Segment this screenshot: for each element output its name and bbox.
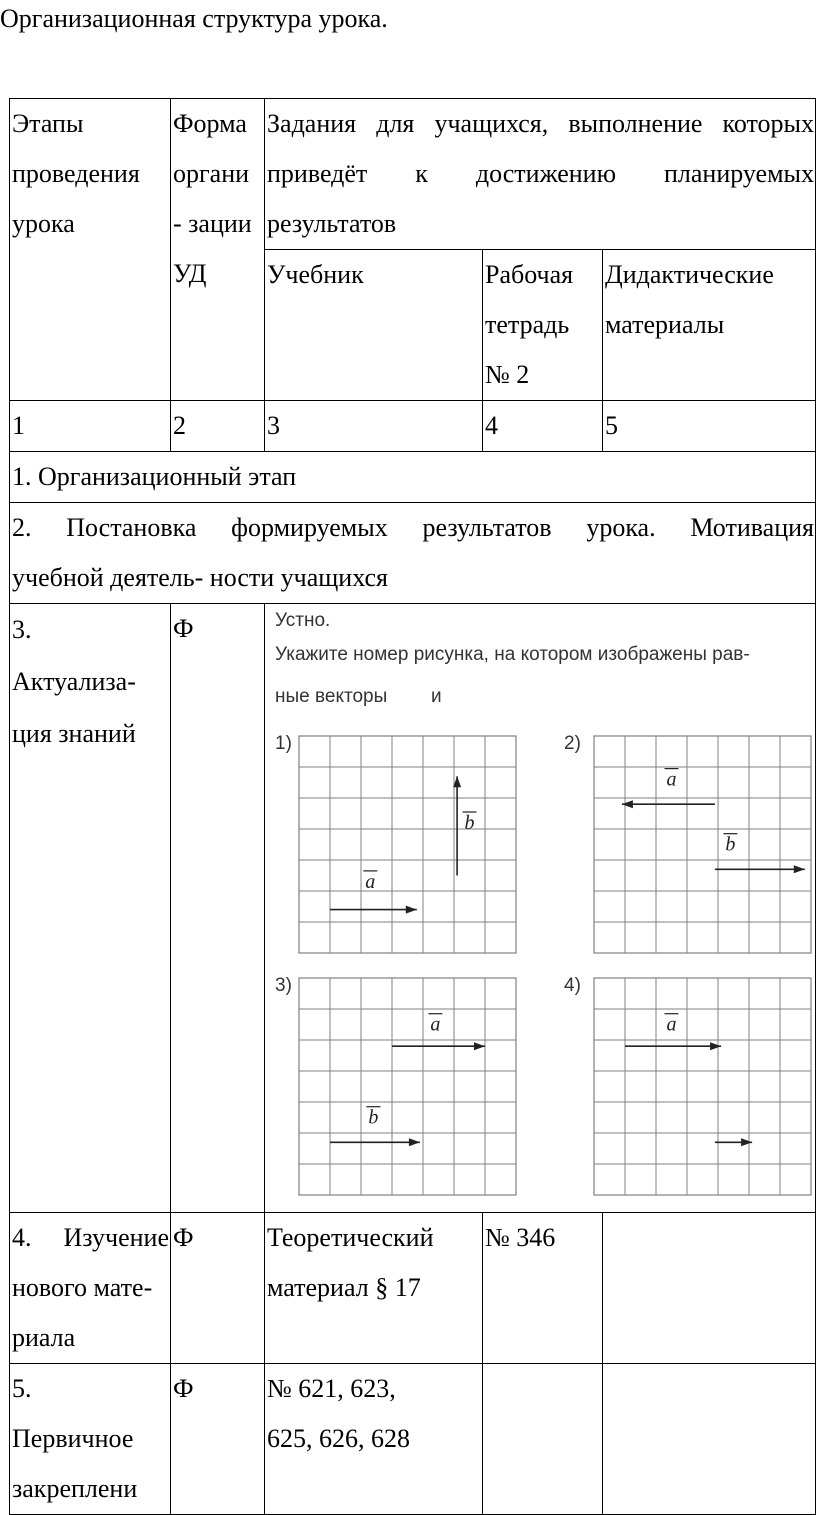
page-title: Организационная структура урока. [0, 4, 388, 33]
vector-label: b [725, 833, 736, 856]
column-number: 5 [603, 401, 816, 452]
consolidation-stage-line: Первичное [12, 1424, 134, 1453]
vector-arrowhead [622, 800, 633, 808]
lesson-structure-table [9, 98, 816, 1515]
new-material-textbook [265, 1213, 483, 1364]
vector-label: a [666, 768, 677, 791]
column-number: 3 [265, 401, 483, 452]
new-material-stage-line: нового мате- [12, 1273, 153, 1302]
actualization-stage-line: 3. [12, 615, 32, 644]
exercise-oral: Устно. [275, 610, 331, 631]
vector-arrowhead [741, 1138, 752, 1146]
header-stages-line: урока [12, 209, 75, 238]
header-stages-line: проведения [12, 159, 140, 188]
actualization-stage [10, 604, 171, 1213]
motivation-line: 2. Постановка формируемых результатов урока. Мотивация [12, 513, 815, 542]
vector-label: b [464, 812, 475, 834]
vector-arrowhead [794, 865, 805, 873]
header-stages-line: Этапы [12, 109, 84, 138]
organization-row [10, 452, 816, 503]
consolidation-didactic [603, 1364, 816, 1515]
vector-exercise-figure [265, 604, 815, 1212]
column-number: 4 [483, 401, 603, 452]
motivation-stage [10, 503, 816, 604]
header-workbook-line: тетрадь [485, 310, 570, 339]
figure-label: 2) [564, 733, 581, 754]
exercise-conj: и [431, 686, 442, 707]
header-form-line: - зации [173, 209, 252, 238]
header-form-line: УД [173, 259, 207, 288]
header-tasks [265, 99, 816, 250]
column-numbers-row [10, 401, 816, 452]
header-form [171, 99, 265, 401]
consolidation-row [10, 1364, 816, 1515]
grid-frame [299, 978, 516, 1195]
motivation-line: учебной деятель- ности учащихся [12, 563, 388, 592]
actualization-form: Ф [171, 604, 265, 1213]
consolidation-textbook-line: № 621, 623, [267, 1374, 396, 1403]
new-material-form: Ф [171, 1213, 265, 1364]
header-textbook: Учебник [265, 250, 483, 401]
header-tasks-line: приведёт к достижению планируемых [267, 159, 815, 188]
figure-label: 1) [275, 733, 292, 754]
vector-arrowhead [474, 1042, 485, 1050]
motivation-row [10, 503, 816, 604]
header-form-line: органи [173, 159, 250, 188]
vector-label: a [365, 870, 376, 893]
header-didactic-line: материалы [605, 310, 725, 339]
new-material-workbook: № 346 [483, 1213, 603, 1364]
actualization-row [10, 604, 816, 1213]
actualization-stage-line: ция знаний [12, 719, 136, 748]
new-material-stage-line: 4. Изучение [12, 1223, 169, 1252]
header-workbook [483, 250, 603, 401]
new-material-stage-line: риала [12, 1323, 76, 1352]
consolidation-textbook [265, 1364, 483, 1515]
header-form-line: Форма [173, 109, 247, 138]
consolidation-form: Ф [171, 1364, 265, 1515]
vector-label: a [430, 1013, 441, 1036]
consolidation-stage-line: 5. [12, 1374, 32, 1403]
organization-stage: 1. Организационный этап [10, 452, 816, 503]
header-didactic [603, 250, 816, 401]
header-stages [10, 99, 171, 401]
header-workbook-line: № 2 [485, 360, 530, 389]
consolidation-workbook [483, 1364, 603, 1515]
vector-arrowhead [409, 1138, 420, 1146]
figure-label: 3) [275, 975, 292, 996]
header-didactic-line: Дидактические [605, 260, 774, 289]
vector-arrowhead [710, 1042, 721, 1050]
new-material-row [10, 1213, 816, 1364]
new-material-textbook-line: материал § 17 [267, 1273, 421, 1302]
header-tasks-line: Задания для учащихся, выполнение которых [267, 109, 815, 138]
column-number: 2 [171, 401, 265, 452]
consolidation-stage-line: закреплени [12, 1474, 138, 1503]
new-material-stage [10, 1213, 171, 1364]
consolidation-textbook-line: 625, 626, 628 [267, 1424, 410, 1453]
figure-label: 4) [564, 975, 581, 996]
consolidation-stage [10, 1364, 171, 1515]
new-material-didactic [603, 1213, 816, 1364]
grid-frame [299, 736, 516, 953]
new-material-textbook-line: Теоретический [267, 1223, 434, 1252]
grid-frame [594, 736, 811, 953]
column-number: 1 [10, 401, 171, 452]
exercise-instruction-end: ные векторы [275, 686, 388, 707]
actualization-stage-line: Актуализа- [12, 667, 136, 696]
grid-frame [594, 978, 811, 1195]
exercise-instruction: Укажите номер рисунка, на котором изображены рав- [275, 644, 750, 665]
vector-exercise [265, 604, 816, 1213]
vector-label: a [666, 1013, 677, 1036]
header-workbook-line: Рабочая [485, 260, 574, 289]
header-tasks-line: результатов [267, 209, 397, 238]
vector-arrowhead [406, 906, 417, 914]
vector-label: b [368, 1106, 379, 1129]
table-header-row [10, 99, 816, 250]
